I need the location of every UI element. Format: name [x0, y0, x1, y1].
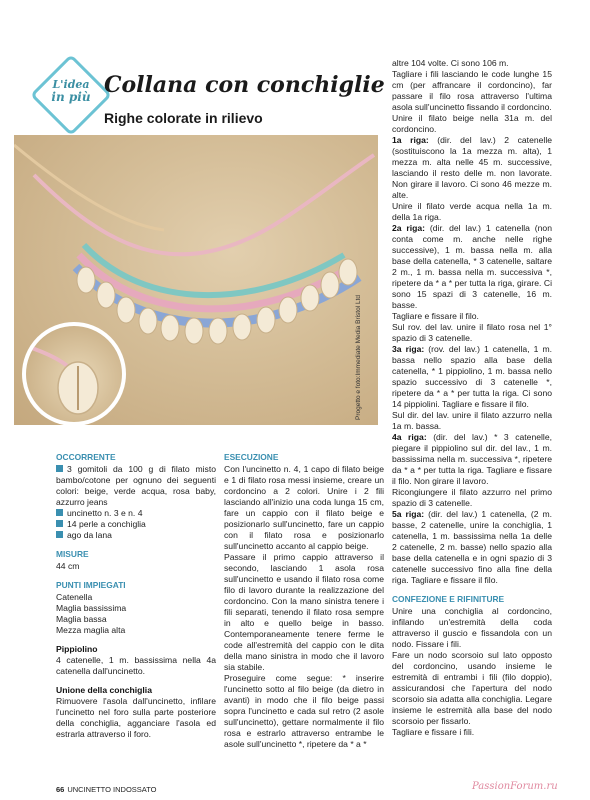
text-p4: Tagliare e fissare il filo. — [392, 311, 479, 321]
misure-heading: MISURE — [56, 549, 89, 559]
text-p5: Sul rov. del lav. unire il filato rosa nel 1° spazio di 3 catenelle. — [392, 322, 552, 343]
stitch-item: Mezza maglia alta — [56, 625, 126, 635]
materials-item: ago da lana — [56, 530, 216, 541]
row-3: 3a riga: (rov. del lav.) 1 catenella, 1 m. bassa nello spazio alla base della catenella, * 1 pippiolino, 1 m. bassa nello spazio successivo di 3 catenelle *, ripetere da * a * per tutta la riga. Ci sono 14 pippiolini. Tagliare e fissare il filo. — [392, 344, 552, 409]
occorrente-heading: OCCORRENTE — [56, 452, 116, 462]
punti-heading: PUNTI IMPIEGATI — [56, 580, 126, 590]
esecuzione-heading: ESECUZIONE — [224, 452, 279, 462]
text-p3: Unire il filato verde acqua nella 1a m. della 1a riga. — [392, 201, 552, 222]
text-p6: Sul dir. del lav. unire il filato azzurro nella 1a m. bassa. — [392, 410, 552, 431]
text-p7: Ricongiungere il filato azzurro nel primo spazio di 3 catenelle. — [392, 487, 552, 508]
bullet-square-icon — [56, 465, 63, 472]
confezione-p3: Tagliare e fissare i fili. — [392, 727, 475, 737]
confezione-p2: Fare un nodo scorsoio sul lato opposto del cordoncino, usando insieme le estremità di entrambi i fili (filo doppio), assicurandosi che l'apertura del nodo scorsoio sia adatta alla conchiglia. Legare insieme le estremità alla base del nodo scorsoio per fissarlo. — [392, 650, 552, 726]
column-3 — [392, 58, 552, 738]
page-subtitle: Righe colorate in rilievo — [104, 110, 263, 126]
row-5: 5a riga: (dir. del lav.) 1 catenella, (2 m. basse, 2 catenelle, unire la conchiglia, 1 catenella, 1 m. bassissima nella 1a delle 2 catenelle, 2 m. basse) nello spazio alla base della catenella e in ogni spazio di 3 catenelle successivo fino alla fine della riga. Tagliare e fissare il filo. — [392, 509, 552, 585]
esecuzione-para2: Passare il primo cappio attraverso il secondo, lasciando 1 asola rosa sull'uncinetto e usando il filato rosa come filo di lavoro durante la realizzazione del cordoncino. Con la mano sinistra tenere i fili separati, tenendo il filato rosa sempre in alto e quello beige in basso. Contemporaneamente tenere ferme le code all'estremità del cappio con le dita della mano sinistra in modo che il lavoro sia stabile. — [224, 552, 384, 672]
badge-label — [40, 78, 102, 104]
column-1 — [56, 452, 216, 740]
esecuzione-para3: Proseguire come segue: * inserire l'uncinetto sotto al filo beige (da dietro in avanti) in modo che il filo beige passi sopra l'uncinetto e cada sul retro (2 asole sull'uncinetto), gettare normalmente il filo rosa e estrarlo attraverso entrambe le asole sull'uncinetto *, ripetere da * a * — [224, 673, 384, 749]
bullet-square-icon — [56, 531, 63, 538]
page-number: 66 — [56, 785, 65, 794]
materials-item: 3 gomitoli da 100 g di filato misto bambo/cotone per ognuno dei seguenti colori: beige, verde acqua, rosa baby, azzurro jeans — [56, 464, 216, 507]
badge-line1: L'idea — [52, 78, 90, 91]
confezione-heading: CONFEZIONE E RIFINITURE — [392, 594, 505, 604]
column-2 — [224, 452, 384, 750]
text-p1: Tagliare i fili lasciando le code lunghe 15 cm (per affrancare il cordoncino), far passare il filo rosa attraverso l'ultima asola sull'uncinetto fissando il cordoncino. — [392, 69, 552, 112]
materials-item: 14 perle a conchiglia — [56, 519, 216, 530]
shell-detail-photo — [22, 322, 126, 426]
row-1: 1a riga: (dir. del lav.) 2 catenelle (sostituiscono la 1a mezza m. alta), 1 mezza m. alta nelle 45 m. successive, lasciando il resto delle m. non lavorate. Non girare il lavoro. Ci sono 46 mezze m. alte. — [392, 135, 553, 200]
confezione-p1: Unire una conchiglia al cordoncino, infilando un'estremità della coda attraverso il guscio e fissandola con un nodo. Fissare i fili. — [392, 606, 552, 649]
stitch-item: Maglia bassa — [56, 614, 107, 624]
bullet-square-icon — [56, 520, 63, 527]
badge-line2: in più — [51, 90, 91, 104]
photo-credit: Progetto e foto:Immediate Media Bristol Ltd — [355, 294, 362, 420]
materials-item: uncinetto n. 3 e n. 4 — [56, 508, 216, 519]
stitch-item: Catenella — [56, 592, 93, 602]
page-title: Collana con conchiglie — [104, 72, 385, 98]
page-footer — [56, 785, 157, 794]
unione-heading: Unione della conchiglia — [56, 685, 152, 695]
pippiolino-text: 4 catenelle, 1 m. bassissima nella 4a catenella dall'uncinetto. — [56, 655, 216, 676]
magazine-name: UNCINETTO INDOSSATO — [67, 785, 157, 794]
row-4: 4a riga: (dir. del lav.) * 3 catenelle, piegare il pippiolino sul dir. del lav., 1 m. bassissima nella m. successiva *, ripetere da * a * per tutta la riga. Tagliare e fissare il filo. Non girare il lavoro. — [392, 432, 552, 486]
bullet-square-icon — [56, 509, 63, 516]
row-2: 2a riga: (dir. del lav.) 1 catenella (non conta come m. anche nelle righe successive), 1 m. bassa nella m. alla base della catenella, * 3 catenelle, saltare 2 m., 1 m. bassa nella m. successiva *, ripetere da * a * per tutta la riga, girare. Ci sono 15 spazi di 3 catenelle, 16 m. basse. — [392, 223, 552, 310]
watermark: PassionForum.ru — [472, 781, 558, 792]
pippiolino-heading: Pippiolino — [56, 644, 98, 654]
unione-text: Rimuovere l'asola dall'uncinetto, infilare l'uncinetto nel foro sulla parte posteriore della conchiglia, agganciare l'asola ed estrarla attraverso il foro. — [56, 696, 216, 739]
stitch-item: Maglia bassissima — [56, 603, 127, 613]
esecuzione-text: Con l'uncinetto n. 4, 1 capo di filato beige e 1 di filato rosa messi insieme, creare un cordoncino a 2 colori. Unire i 2 fili lasciando all'inizio una coda lunga 15 cm, fare un cappio con il filato beige e posizionarlo sull'uncinetto, fare un cappio con il filato rosa e posizionarlo sull'uncinetto accanto al cappio beige. — [224, 464, 384, 551]
text-intro: altre 104 volte. Ci sono 106 m. — [392, 58, 509, 68]
misure-value: 44 cm — [56, 561, 80, 571]
text-p2: Unire il filato beige nella 31a m. del cordoncino. — [392, 113, 552, 134]
